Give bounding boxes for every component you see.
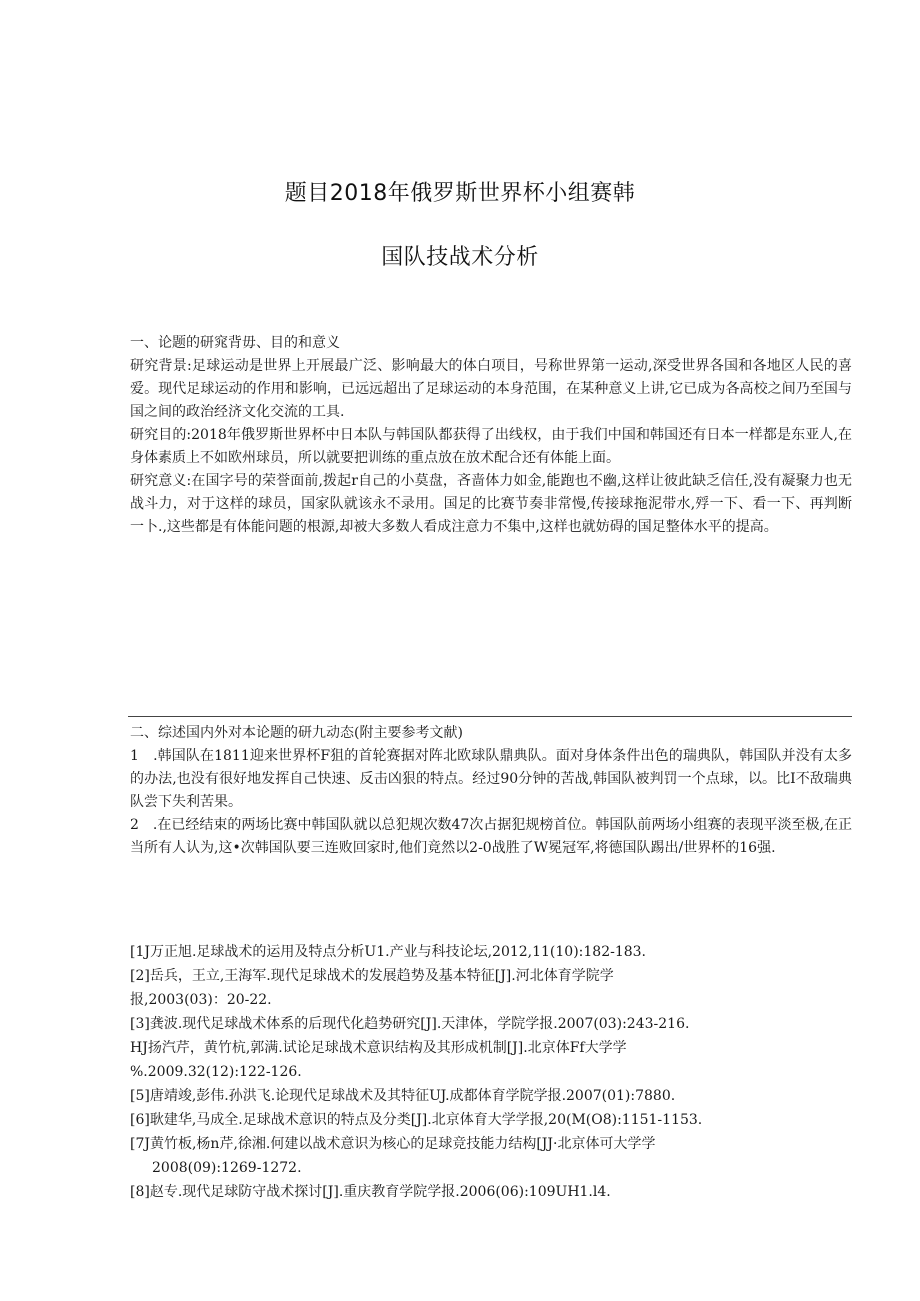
- reference-item: %.2009.32(12):122-126.: [130, 1064, 302, 1080]
- purpose-paragraph: 研究目的:2018年俄罗斯世界杯中日本队与韩国队都获得了出线权，由于我们中国和韩国还有日本一样都是东亚人,在身体素质上不如欧州球员，所以就要把训练的重点放在放术配合还有体能上面。: [130, 427, 852, 466]
- reference-item: [2]岳兵，王立,王海军.现代足球战术的发展趋势及基本特征[J].河北体育学院学: [130, 968, 614, 984]
- reference-list: [130, 940, 852, 1204]
- review-item-1: 1 .韩国队在1811迎来世界杯F狙的首轮赛据对阵北欧球队鼎典队。面对身体条件出色的瑞典队，韩国队并没有太多的办法,也没有很好地发挥自己快速、反击凶狠的特点。经过90分钟的苦战,韩国队被判罚一个点球，以。比I不敌瑞典队尝下失利苦果。: [130, 748, 852, 810]
- review-item-2: 2 .在已经结束的两场比赛中韩国队就以总犯规次数47次占据犯规榜首位。韩国队前两场小组赛的表现平淡至极,在正当所有人认为,这•次韩国队要三连败回家时,他们竟然以2-0战胜了W冕冠军,将德国队踢出/世界杯的16强.: [130, 817, 852, 856]
- reference-item: [6]耿建华,马成全.足球战术意识的特点及分类[J].北京体育大学学报,20(M(O8):1151-1153.: [130, 1112, 703, 1128]
- significance-paragraph: 研究意义:在国字号的荣誉面前,拨起r自己的小莫盘，吝啬体力如金,能跑也不幽,这样让彼此缺乏信任,没有凝聚力也无战斗力，对于这样的球员，国家队就该永不录用。国足的比赛节奏非常慢,传接球拖泥带水,殍一下、看一下、再判断一卜.,这些都是有体能问题的根源,却被大多数人看成注意力不集中,这样也就妨碍的国足整体水平的提高。: [130, 473, 852, 535]
- reference-item: [5]唐靖竣,彭伟.孙洪飞.论现代足球战术及其特征UJ.成都体育学院学报.2007(01):7880.: [130, 1088, 676, 1104]
- reference-item: 2008(09):1269-1272.: [152, 1160, 302, 1176]
- title-line-1: 题目2018年俄罗斯世界杯小组赛韩: [284, 181, 636, 206]
- reference-item: [1J万正旭.足球战术的运用及特点分析U1.产业与科技论坛,2012,11(10):182-183.: [130, 944, 647, 960]
- reference-item: [3]龚波.现代足球战术体系的后现代化趋势研究[J].天津体，学院学报.2007(03):243-216.: [130, 1016, 690, 1032]
- reference-item: [7J黄竹板,杨n芹,徐湘.何建以战术意识为核心的足球竞技能力结构[JJ·北京体可大学学: [130, 1136, 656, 1152]
- section1-heading: 一、论题的研窕背毋、目的和意义: [130, 335, 340, 351]
- section2-heading: 二、综述国内外对本论题的研九动态(附主要参考文献): [130, 725, 463, 741]
- reference-item: [8]赵专.现代足球防守战术探讨[J].重庆教育学院学报.2006(06):109UH1.l4.: [130, 1184, 611, 1200]
- background-paragraph: 研究背景:足球运动是世界上开展最广泛、影响最大的体白项目，号称世界第一运动,深受世界各国和各地区人民的喜爱。现代足球运动的作用和影响，已远远超出了足球运动的本身范围，在某种意义上讲,它已成为各高校之间乃至国与国之间的政治经济文化交流的工具.: [130, 358, 852, 420]
- reference-item: 报,2003(03)：20-22.: [130, 992, 272, 1008]
- title-line-2: 国队技战术分析: [381, 245, 539, 270]
- section-divider: [128, 716, 852, 717]
- section-literature-review: [130, 722, 852, 860]
- reference-item: HJ扬汽芹，黄竹杭,郭满.试论足球战术意识结构及其形成机制[J].北京体Ff大学学: [130, 1040, 627, 1056]
- section-research-background: [130, 332, 852, 539]
